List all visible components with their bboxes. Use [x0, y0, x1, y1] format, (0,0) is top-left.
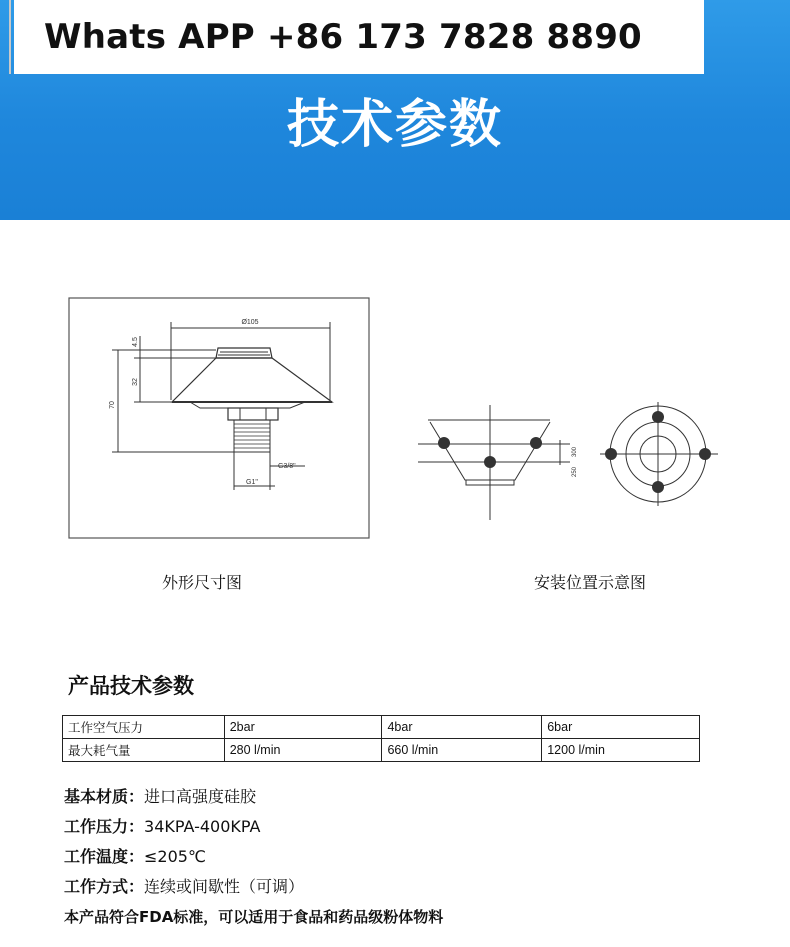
table-cell: 280 l/min [224, 739, 382, 762]
list-item [64, 816, 443, 846]
property-key: 工作温度： [64, 847, 145, 866]
fda-note: 本产品符合FDA标准，可以适用于食品和药品级粉体物料 [64, 908, 444, 926]
table-cell: 6bar [542, 716, 700, 739]
total-height-label: 70 [109, 401, 116, 409]
list-item [64, 786, 443, 816]
table-cell: 660 l/min [382, 739, 542, 762]
property-value: 连续或间歇性（可调） [144, 877, 305, 896]
header-banner [0, 0, 790, 220]
nozzle-marker [699, 448, 711, 460]
table-cell: 1200 l/min [542, 739, 700, 762]
table-cell: 4bar [382, 716, 542, 739]
property-value: ≤205℃ [144, 847, 206, 866]
installation-dim-b: 250 [572, 466, 578, 478]
top-height-label: 4.5 [132, 337, 139, 347]
nozzle-marker [438, 437, 450, 449]
banner-divider [9, 0, 11, 74]
property-value: 34KPA-400KPA [144, 817, 261, 836]
outer-thread-label: G1" [246, 479, 258, 486]
diameter-label: Ø105 [241, 319, 259, 326]
nozzle-marker [652, 411, 664, 423]
table-cell: 2bar [224, 716, 382, 739]
list-item [64, 846, 443, 876]
specs-table [62, 715, 700, 762]
table-cell: 工作空气压力 [63, 716, 225, 739]
nozzle-marker [530, 437, 542, 449]
properties-list [64, 786, 443, 936]
specs-title: 产品技术参数 [68, 674, 194, 698]
table-row [63, 739, 700, 762]
property-key: 工作方式： [64, 877, 145, 896]
table-row [63, 716, 700, 739]
list-item [64, 876, 443, 906]
contact-box [14, 0, 704, 74]
dimension-drawing-caption: 外形尺寸图 [161, 573, 242, 592]
nozzle-marker [605, 448, 617, 460]
nozzle-marker [484, 456, 496, 468]
property-key: 工作压力： [64, 817, 145, 836]
inner-thread-label: G3/8" [278, 463, 296, 470]
property-value: 进口高强度硅胶 [144, 787, 257, 806]
technical-drawings [0, 290, 790, 540]
installation-drawing-caption: 安装位置示意图 [533, 573, 646, 592]
dimension-drawing [69, 298, 369, 538]
installation-dim-a: 300 [572, 446, 578, 458]
property-key: 基本材质： [64, 787, 145, 806]
nozzle-marker [652, 481, 664, 493]
cone-height-label: 32 [132, 378, 139, 386]
table-cell: 最大耗气量 [63, 739, 225, 762]
page-title: 技术参数 [286, 95, 503, 155]
whatsapp-contact: Whats APP +86 173 7828 8890 [44, 17, 642, 57]
